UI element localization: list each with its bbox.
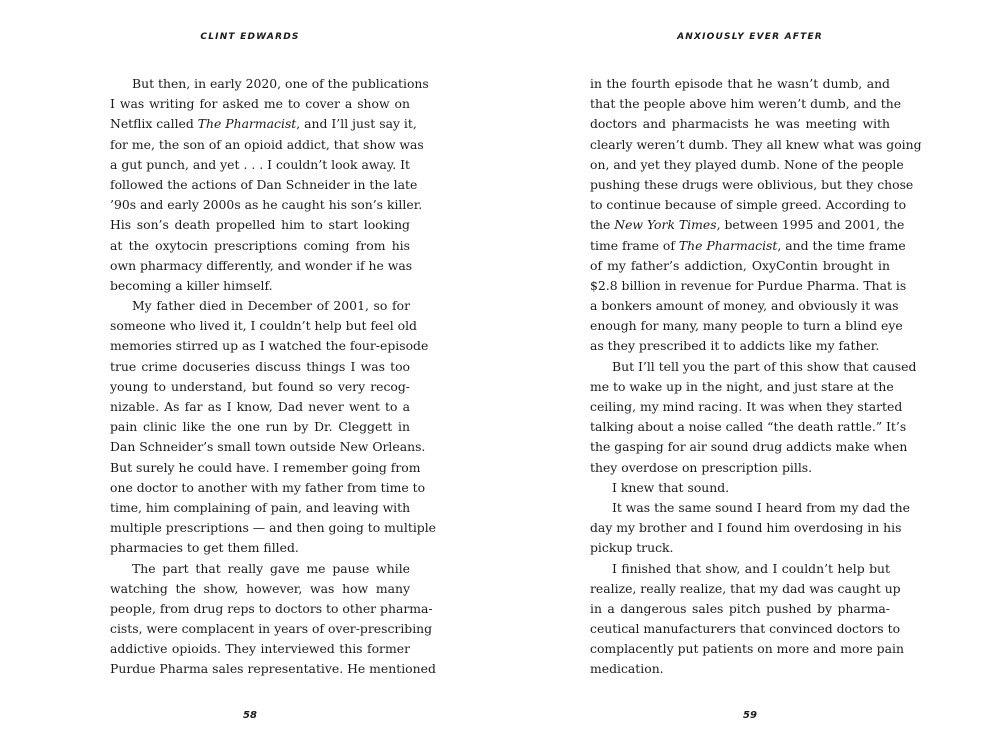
- text-segment: time frame of: [590, 237, 679, 253]
- text-line: the gasping for air sound drug addicts make when: [590, 439, 908, 455]
- text-line: true crime docuseries discuss things I was too: [110, 358, 410, 374]
- text-line: complacently put patients on more and more pain: [590, 641, 904, 657]
- text-line: time, him complaining of pain, and leaving with: [110, 499, 411, 515]
- text-line: young to understand, but found so very recog-: [110, 378, 410, 394]
- text-segment: , and the time frame: [777, 237, 906, 253]
- text-line: I was writing for asked me to cover a show on: [110, 96, 410, 112]
- text-line: as they prescribed it to addicts like my father.: [590, 338, 880, 354]
- text-line: a bonkers amount of money, and obviously it was: [590, 298, 899, 314]
- text-line: nizable. As far as I know, Dad never went to a: [110, 399, 410, 414]
- italic-title: The Pharmacist: [197, 116, 297, 132]
- text-line: addictive opioids. They interviewed this former: [110, 641, 410, 657]
- text-line: But surely he could have. I remember going from: [110, 459, 421, 475]
- text-line: realize, really realize, that my dad was caught up: [590, 580, 901, 596]
- text-line: in the fourth episode that he wasn’t dumb, and: [590, 76, 890, 91]
- text-line: someone who lived it, I couldn’t help but feel old: [110, 318, 417, 334]
- text-line: one doctor to another with my father from time to: [110, 479, 426, 495]
- text-segment: the: [590, 217, 615, 233]
- text-line: day my brother and I found him overdosing in his: [590, 520, 902, 536]
- text-line: I knew that sound.: [612, 479, 730, 495]
- text-line: multiple prescriptions — and then going to multiple: [110, 520, 437, 536]
- text-line: The part that really gave me pause while: [132, 560, 410, 576]
- text-line: ceiling, my mind racing. It was when they started: [590, 399, 903, 414]
- running-head-left: CLINT EDWARDS: [200, 32, 300, 42]
- right-page: [500, 0, 1000, 750]
- page-number-right: 59: [743, 710, 757, 721]
- text-line: pushing these drugs were oblivious, but they chose: [590, 176, 914, 192]
- text-line: at the oxytocin prescriptions coming from his: [110, 237, 410, 253]
- text-line: But I’ll tell you the part of this show that caused: [612, 358, 917, 374]
- italic-title: New York Times: [614, 217, 717, 233]
- text-line: talking about a noise called “the death rattle.” It’s: [590, 419, 907, 435]
- text-segment: , between 1995 and 2001, the: [716, 217, 905, 233]
- text-line: a gut punch, and yet . . . I couldn’t look away. It: [110, 156, 410, 172]
- left-page-text: [110, 74, 437, 680]
- right-page-text: [590, 74, 922, 680]
- italic-title: The Pharmacist: [678, 237, 778, 253]
- text-line: enough for many, many people to turn a blind eye: [590, 318, 903, 334]
- text-line: memories stirred up as I watched the four-episode: [110, 338, 429, 354]
- text-line: becoming a killer himself.: [110, 277, 273, 293]
- text-segment: Netflix called: [110, 116, 198, 132]
- text-line: [590, 236, 906, 256]
- running-head-right: ANXIOUSLY EVER AFTER: [677, 32, 823, 42]
- text-line: $2.8 billion in revenue for Purdue Pharma. That is: [590, 277, 907, 293]
- text-line: watching the show, however, was how many: [110, 580, 410, 596]
- text-line: medication.: [590, 661, 664, 677]
- text-line: I finished that show, and I couldn’t help but: [612, 560, 890, 576]
- text-line: of my father’s addiction, OxyContin brought in: [590, 257, 890, 273]
- text-line: doctors and pharmacists he was meeting with: [590, 116, 890, 132]
- text-line: pickup truck.: [590, 540, 674, 556]
- text-line: people, from drug reps to doctors to other pharma-: [110, 600, 433, 616]
- text-line: pain clinic like the one run by Dr. Cleggett in: [110, 419, 410, 435]
- text-line: Dan Schneider’s small town outside New Orleans.: [110, 439, 426, 455]
- text-line: followed the actions of Dan Schneider in the late: [110, 176, 418, 192]
- text-line: to continue because of simple greed. According to: [590, 197, 907, 213]
- text-line: for me, the son of an opioid addict, that show was: [110, 136, 424, 152]
- text-line: pharmacies to get them filled.: [110, 540, 299, 556]
- text-line: ceutical manufacturers that convinced doctors to: [590, 621, 901, 637]
- text-line: ’90s and early 2000s as he caught his son’s killer.: [110, 197, 423, 213]
- text-line: [590, 215, 905, 235]
- text-line: on, and yet they played dumb. None of the people: [590, 156, 904, 172]
- text-line: cists, were complacent in years of over-prescribing: [110, 621, 433, 637]
- text-line: own pharmacy differently, and wonder if he was: [110, 257, 413, 273]
- page-number-left: 58: [243, 710, 257, 721]
- text-line: that the people above him weren’t dumb, and the: [590, 96, 902, 112]
- text-line: in a dangerous sales pitch pushed by pharma-: [590, 600, 890, 616]
- text-segment: , and I’ll just say it,: [296, 116, 417, 132]
- text-line: My father died in December of 2001, so for: [132, 298, 410, 314]
- text-line: me to wake up in the night, and just stare at the: [590, 378, 894, 394]
- text-line: clearly weren’t dumb. They all knew what was going: [590, 136, 922, 152]
- text-line: [110, 114, 417, 134]
- text-line: Purdue Pharma sales representative. He mentioned: [110, 661, 436, 677]
- text-line: His son’s death propelled him to start looking: [110, 217, 410, 233]
- text-line: It was the same sound I heard from my dad the: [612, 499, 910, 515]
- text-line: they overdose on prescription pills.: [590, 459, 813, 475]
- text-line: But then, in early 2020, one of the publications: [132, 76, 429, 91]
